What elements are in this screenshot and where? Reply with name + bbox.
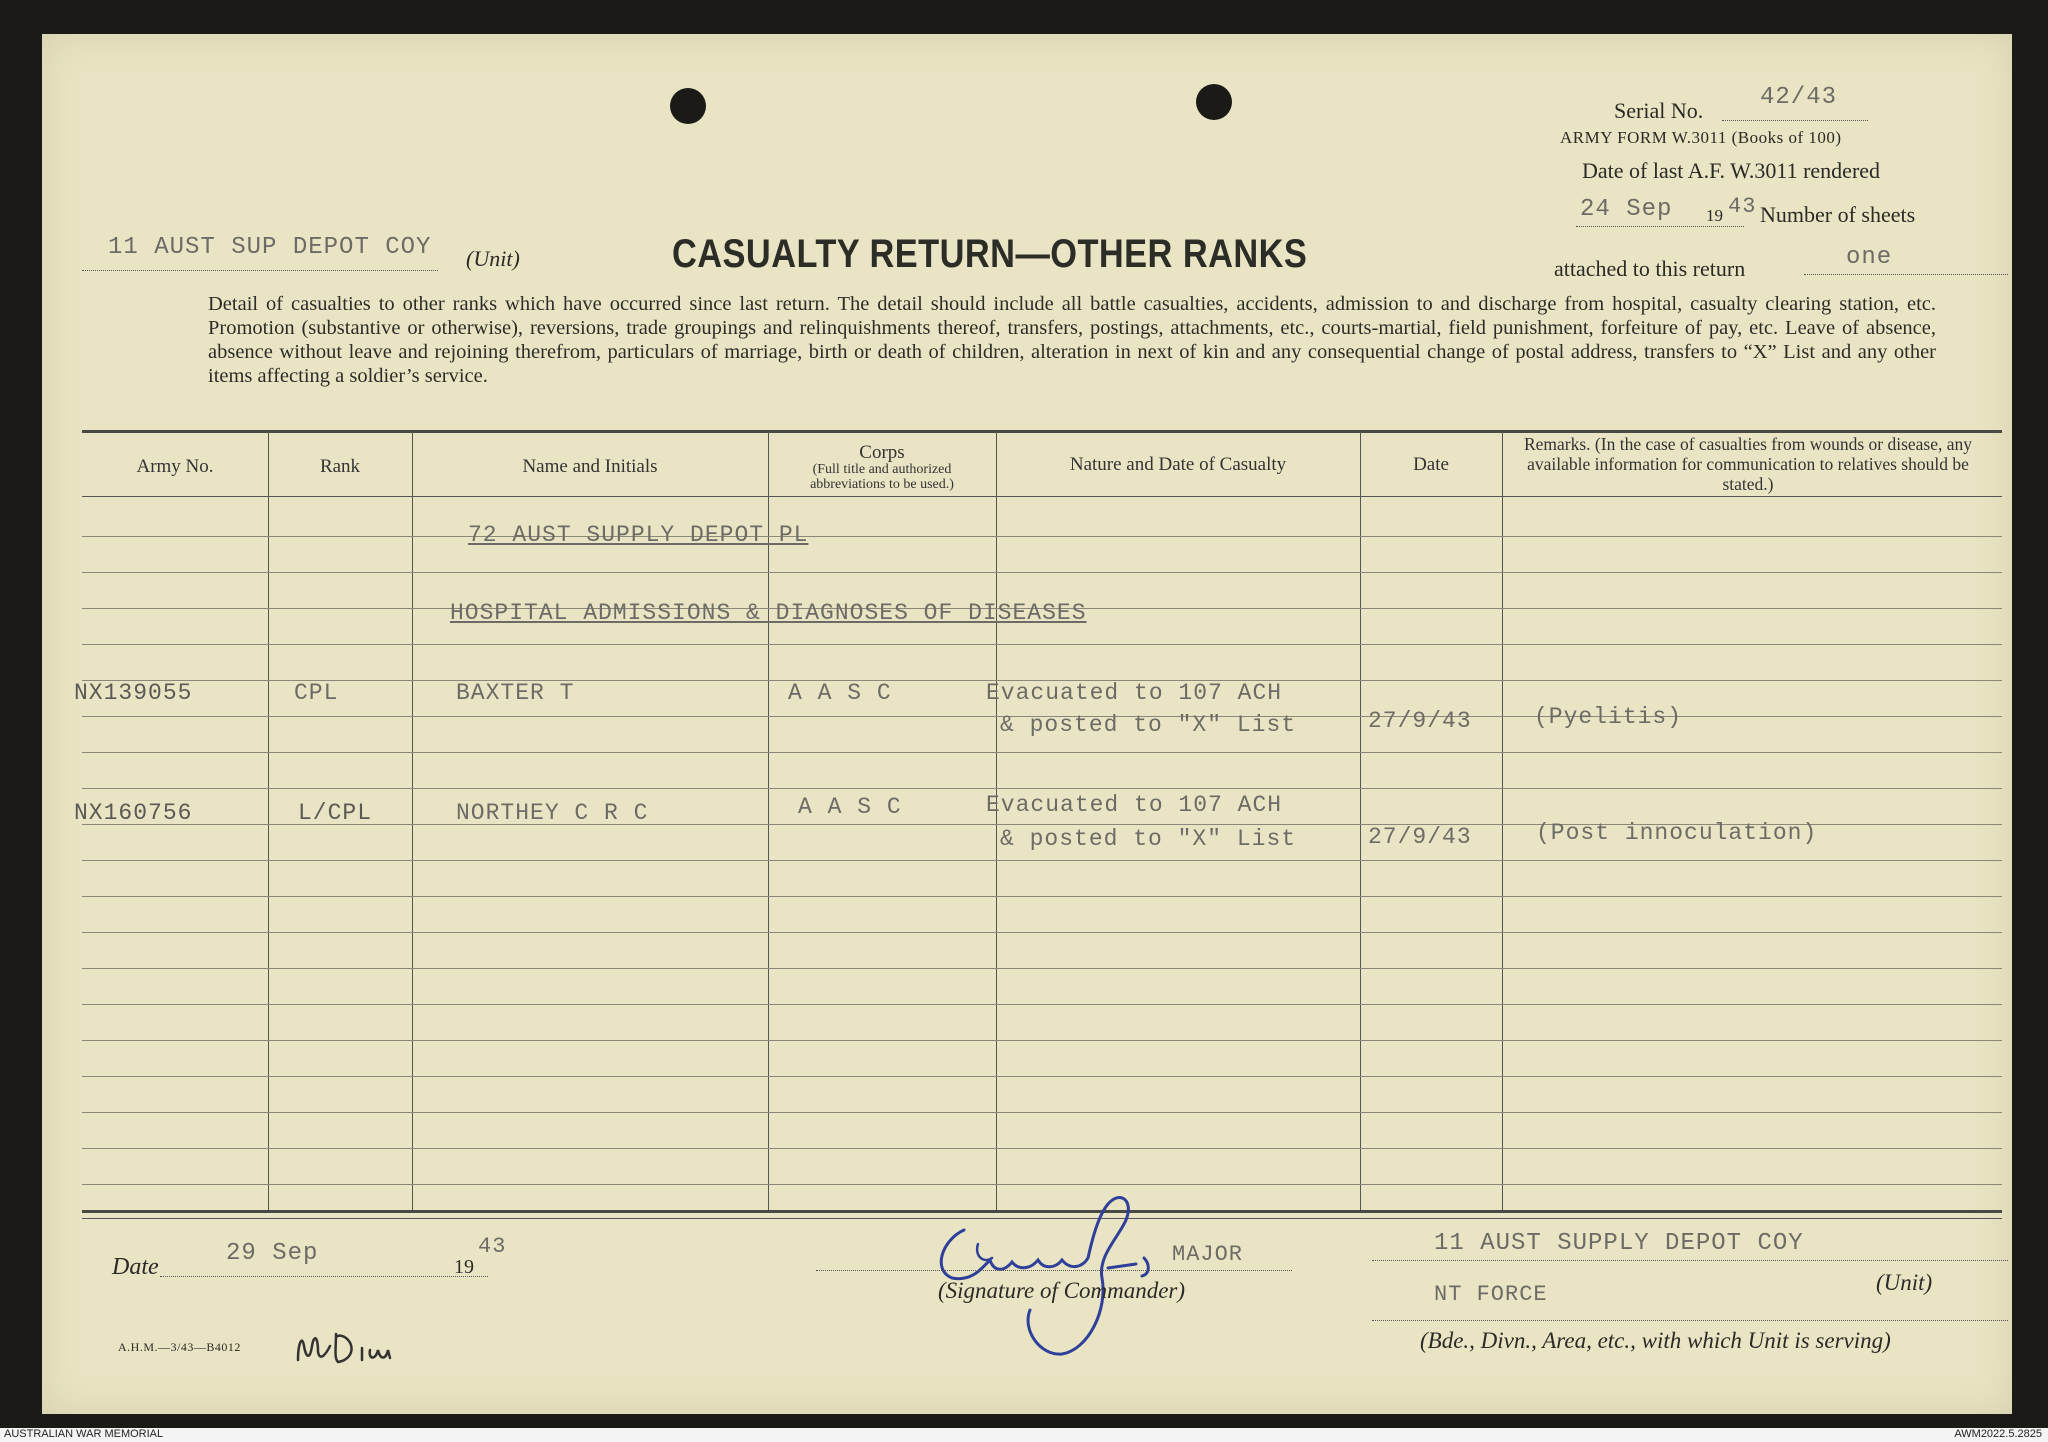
column-divider-6 xyxy=(1502,432,1503,1210)
column-header-name: Name and Initials xyxy=(522,456,658,477)
ruled-line xyxy=(82,1040,2002,1041)
archive-accession-number: AWM2022.5.2825 xyxy=(1954,1428,2042,1440)
column-divider-2 xyxy=(412,432,413,1210)
date-last-value: 24 Sep xyxy=(1580,196,1673,223)
archive-caption-bar xyxy=(0,1428,2048,1442)
column-header-nature: Nature and Date of Casualty xyxy=(1069,454,1287,475)
instructions-text: Detail of casualties to other ranks which have occurred since last return. The detail should include all battle casualties, accidents, admission to and discharge from hospital, casualty clearing station, etc. Promotion (substantive or otherwise), reversions, trade groupings and relinquishments thereof, transfers, postings, attachments, etc., courts-martial, field punishment, forfeiture of pay, etc. Leave of absence, absence without leave and rejoining therefrom, particulars of marriage, birth or death of children, alteration in next of kin and any consequential change of postal address, transfers to “X” List and any other items affecting a soldier’s service. xyxy=(208,293,1936,387)
ruled-line xyxy=(82,572,2002,573)
entry-remarks: (Pyelitis) xyxy=(1534,704,1683,730)
entry-nature-line2: & posted to "X" List xyxy=(1000,826,1297,852)
entry-name: NORTHEY C R C xyxy=(456,800,649,826)
entry-remarks: (Post innoculation) xyxy=(1536,820,1818,846)
ruled-line xyxy=(82,536,2002,537)
form-title: CASUALTY RETURN—OTHER RANKS xyxy=(672,232,1308,276)
section-heading: HOSPITAL ADMISSIONS & DIAGNOSES OF DISEASES xyxy=(450,600,1087,626)
ruled-line xyxy=(82,1148,2002,1149)
serial-label: Serial No. xyxy=(1614,98,1704,123)
ruled-line xyxy=(82,968,2002,969)
footer-date-value: 29 Sep xyxy=(226,1240,319,1267)
column-divider-5 xyxy=(1360,432,1361,1210)
footer-force-value: NT FORCE xyxy=(1434,1282,1548,1307)
ruled-line xyxy=(82,788,2002,789)
ruled-line xyxy=(82,644,2002,645)
serial-value: 42/43 xyxy=(1760,84,1838,111)
punch-hole-left xyxy=(670,88,706,124)
archive-source-label: AUSTRALIAN WAR MEMORIAL xyxy=(4,1428,164,1440)
date-last-label: Date of last A.F. W.3011 rendered xyxy=(1582,158,1881,183)
form-sheet xyxy=(42,34,2012,1414)
entry-army-no: NX139055 xyxy=(74,680,193,706)
entry-rank: CPL xyxy=(294,680,339,706)
entry-corps: A A S C xyxy=(798,794,902,820)
column-header-date: Date xyxy=(1413,454,1449,475)
signature-dotted-line xyxy=(816,1270,1292,1271)
date-last-year-suffix: 43 xyxy=(1728,194,1757,219)
unit-dotted-line xyxy=(82,270,438,271)
ruled-line xyxy=(82,1076,2002,1077)
column-header-corps-note: (Full title and authorized abbreviations to be used.) xyxy=(810,462,954,492)
commander-signature xyxy=(912,1160,1172,1370)
sheets-value: one xyxy=(1846,244,1893,271)
section-platoon: 72 AUST SUPPLY DEPOT PL xyxy=(468,522,809,548)
ruled-line xyxy=(82,896,2002,897)
attached-label: attached to this return xyxy=(1554,256,1746,281)
column-header-corps: Corps xyxy=(859,442,905,463)
punch-hole-right xyxy=(1196,84,1232,120)
serial-dotted-line xyxy=(1722,120,1868,121)
footer-unit-label: (Unit) xyxy=(1876,1270,1933,1295)
signature-label: (Signature of Commander) xyxy=(938,1278,1186,1303)
entry-nature-line2: & posted to "X" List xyxy=(1000,712,1297,738)
date-last-dotted-line xyxy=(1576,226,1744,227)
footer-bde-label: (Bde., Divn., Area, etc., with which Unit is serving) xyxy=(1420,1328,1891,1353)
table-top-border xyxy=(82,430,2002,433)
print-code: A.H.M.—3/43—B4012 xyxy=(118,1340,241,1354)
column-divider-3 xyxy=(768,432,769,1210)
ruled-line xyxy=(82,752,2002,753)
footer-year-suffix: 43 xyxy=(478,1234,507,1259)
unit-value: 11 AUST SUP DEPOT COY xyxy=(108,234,432,261)
column-header-rank: Rank xyxy=(319,456,361,477)
handwritten-initials xyxy=(292,1324,402,1374)
entry-date: 27/9/43 xyxy=(1368,708,1472,734)
table-header-bottom xyxy=(82,496,2002,497)
ruled-line xyxy=(82,1112,2002,1113)
entry-army-no: NX160756 xyxy=(74,800,193,826)
footer-year-prefix: 19 xyxy=(454,1256,474,1278)
column-divider-4 xyxy=(996,432,997,1210)
entry-nature-line1: Evacuated to 107 ACH xyxy=(986,792,1283,818)
footer-date-label: Date xyxy=(112,1254,159,1280)
ruled-line xyxy=(82,932,2002,933)
ruled-line xyxy=(82,860,2002,861)
entry-name: BAXTER T xyxy=(456,680,575,706)
sheets-dotted-line xyxy=(1804,274,2008,275)
column-header-remarks: Remarks. (In the case of casualties from wounds or disease, any available information for communication to relatives should be stated.) xyxy=(1523,434,1973,494)
unit-label: (Unit) xyxy=(466,246,520,271)
entry-nature-line1: Evacuated to 107 ACH xyxy=(986,680,1283,706)
army-form-label: ARMY FORM W.3011 (Books of 100) xyxy=(1560,128,1842,147)
sheets-label: Number of sheets xyxy=(1760,202,1916,227)
column-header-army-no: Army No. xyxy=(136,456,214,477)
entry-corps: A A S C xyxy=(788,680,892,706)
footer-rank-value: MAJOR xyxy=(1172,1242,1244,1267)
footer-force-dotted-line xyxy=(1372,1320,2008,1321)
entry-date: 27/9/43 xyxy=(1368,824,1472,850)
footer-date-dotted-line xyxy=(160,1276,488,1277)
ruled-line xyxy=(82,1004,2002,1005)
column-divider-1 xyxy=(268,432,269,1210)
date-last-year-prefix: 19 xyxy=(1706,206,1723,225)
footer-unit-dotted-line xyxy=(1372,1260,2008,1261)
entry-rank: L/CPL xyxy=(298,800,373,826)
footer-unit-value: 11 AUST SUPPLY DEPOT COY xyxy=(1434,1230,1804,1257)
